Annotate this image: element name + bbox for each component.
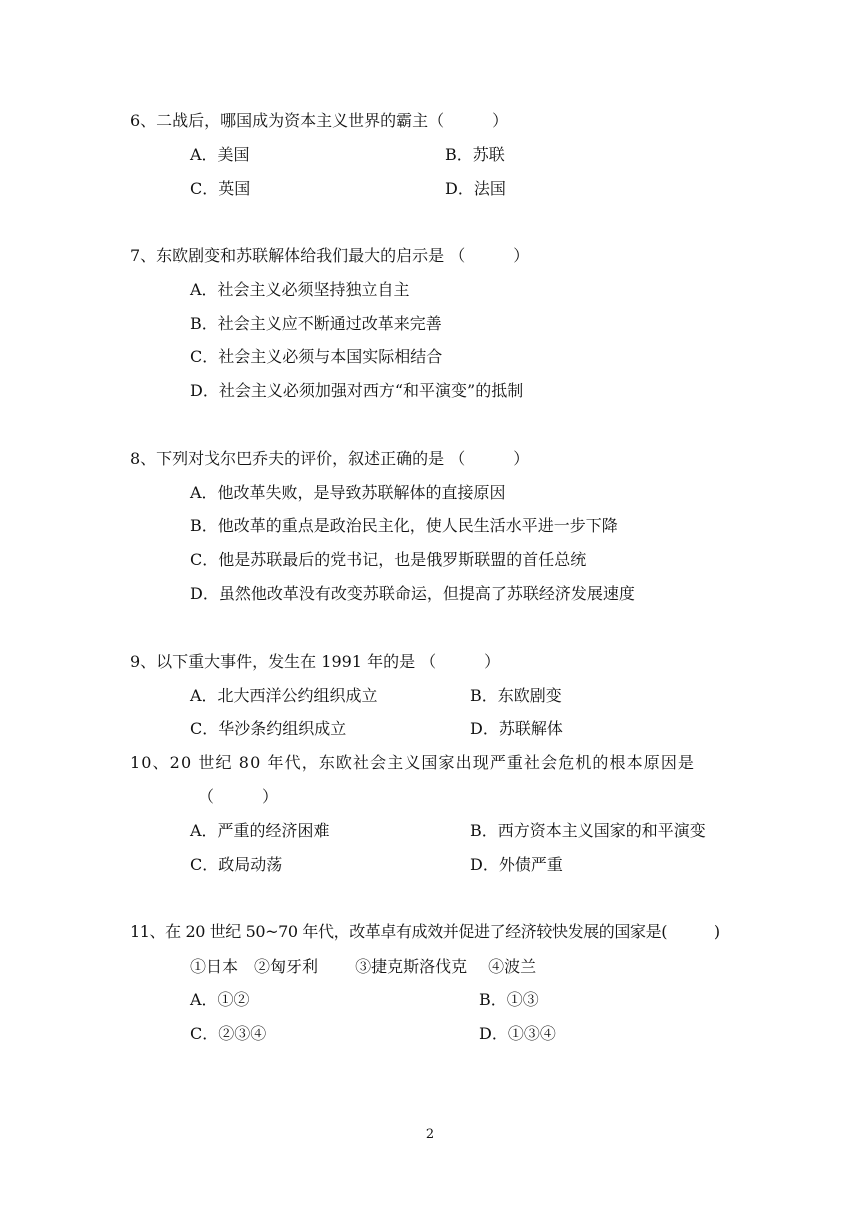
question-10-stem: 10、20 世纪 80 年代，东欧社会主义国家出现严重社会危机的根本原因是 — [130, 753, 696, 772]
question-6-option-c: C．英国 — [190, 179, 251, 198]
question-9-option-b: B．东欧剧变 — [470, 686, 562, 705]
question-11-option-b: B．①③ — [479, 990, 539, 1009]
question-8-stem: 8、下列对戈尔巴乔夫的评价，叙述正确的是 （ ） — [130, 449, 530, 468]
question-8-option-d: D．虽然他改革没有改变苏联命运，但提高了苏联经济发展速度 — [190, 584, 635, 603]
question-8-option-c: C．他是苏联最后的党书记，也是俄罗斯联盟的首任总统 — [190, 550, 587, 569]
question-8-option-b: B．他改革的重点是政治民主化，使人民生活水平进一步下降 — [190, 516, 618, 535]
question-11-stem: 11、在 20 世纪 50~70 年代，改革卓有成效并促进了经济较快发展的国家是( ) — [130, 922, 720, 941]
question-7-option-b: B．社会主义应不断通过改革来完善 — [190, 314, 442, 333]
question-10-option-c: C．政局动荡 — [190, 855, 283, 874]
question-6-option-d: D．法国 — [445, 179, 506, 198]
question-10-option-d: D．外债严重 — [470, 855, 563, 874]
question-6-option-b: B．苏联 — [445, 145, 505, 164]
question-7-option-c: C．社会主义必须与本国实际相结合 — [190, 347, 443, 366]
question-7-stem: 7、东欧剧变和苏联解体给我们最大的启示是 （ ） — [130, 246, 530, 265]
question-11-option-d: D．①③④ — [479, 1024, 556, 1043]
question-8-option-a: A．他改革失败，是导致苏联解体的直接原因 — [190, 483, 506, 502]
question-10-option-b: B．西方资本主义国家的和平演变 — [470, 821, 706, 840]
question-6-option-a: A．美国 — [190, 145, 250, 164]
question-9-option-c: C．华沙条约组织成立 — [190, 719, 347, 738]
question-9-stem: 9、以下重大事件，发生在 1991 年的是 （ ） — [130, 652, 501, 671]
question-7-option-d: D．社会主义必须加强对西方“和平演变”的抵制 — [190, 381, 524, 400]
question-11-items: ①日本 ②匈牙利 ③捷克斯洛伐克 ④波兰 — [190, 957, 537, 976]
question-10-option-a: A．严重的经济困难 — [190, 821, 330, 840]
question-10-answer-blank: （ ） — [198, 787, 279, 806]
question-6-stem: 6、二战后，哪国成为资本主义世界的霸主（ ） — [130, 111, 509, 130]
question-9-option-d: D．苏联解体 — [470, 719, 563, 738]
question-11-option-c: C．②③④ — [190, 1024, 267, 1043]
question-11-option-a: A．①② — [190, 990, 250, 1009]
page-number: 2 — [425, 1127, 435, 1142]
question-7-option-a: A．社会主义必须坚持独立自主 — [190, 280, 410, 299]
question-9-option-a: A．北大西洋公约组织成立 — [190, 686, 378, 705]
